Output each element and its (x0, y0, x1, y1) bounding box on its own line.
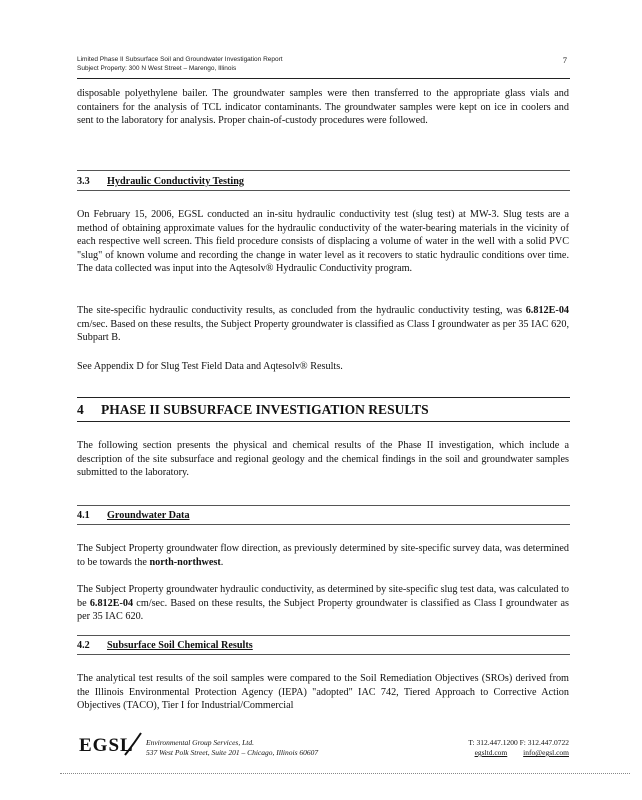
chapter-rule-bottom (77, 421, 570, 422)
email-link[interactable]: info@egsl.com (523, 748, 569, 757)
chapter-title: PHASE II SUBSURFACE INVESTIGATION RESULTS (101, 402, 429, 417)
flow-direction: north-northwest (149, 556, 221, 568)
chapter-number: 4 (77, 402, 84, 417)
groundwater-conductivity-paragraph: The Subject Property groundwater hydraulic conductivity, as determined by site-specific slug test data, was calculated to be 6.812E-04 cm/sec. Based on these results, the Subject Property groundwater is classified as Class I groundwater as per 35 IAC 620. (77, 584, 569, 622)
page-header (77, 55, 567, 73)
logo-swoosh-icon (123, 731, 143, 757)
section-number: 4.2 (77, 640, 90, 651)
section-number: 4.1 (77, 510, 90, 521)
conductivity-value: 6.812E-04 (89, 597, 134, 609)
page-number: 7 (562, 55, 567, 65)
page-footer (77, 735, 569, 765)
section-rule-top (77, 635, 570, 636)
slug-test-paragraph: On February 15, 2006, EGSL conducted an in-situ hydraulic conductivity test (slug test) at MW-3. Slug tests are a method of obtaining approximate values for the hydraulic conductivity of the water-bearing materials in the vicinity of each respective well screen. This field procedure consists of displacing a volume of water in the well with a solid PVC "slug" of known volume and recording the change in water level as it recovers to static hydraulic conditions over time. The data collected was input into the Aqtesolv® Hydraulic Conductivity program. (77, 209, 569, 274)
header-subject-property: Subject Property: 300 N West Street – Marengo, Illinois (77, 65, 237, 72)
website-link[interactable]: egsltd.com (474, 748, 508, 757)
conductivity-value: 6.812E-04 (525, 305, 569, 316)
section-rule-bottom (77, 524, 570, 525)
section-title: Groundwater Data (107, 510, 190, 521)
section-4-intro: The following section presents the physical and chemical results of the Phase II investigation, which include a description of the site subsurface and regional geology and the chemical findings in the soil and groundwater samples submitted to the laboratory. (77, 440, 569, 478)
flow-direction-paragraph: The Subject Property groundwater flow direction, as previously determined by site-specific survey data, was determined to be towards the north-northwest. (77, 543, 569, 568)
section-title: Subsurface Soil Chemical Results (107, 640, 253, 651)
header-report-title: Limited Phase II Subsurface Soil and Groundwater Investigation Report (77, 56, 283, 63)
section-rule-bottom (77, 654, 570, 655)
section-title: Hydraulic Conductivity Testing (107, 176, 244, 187)
section-number: 3.3 (77, 176, 90, 187)
hydraulic-results-paragraph: The site-specific hydraulic conductivity results, as concluded from the hydraulic conductivity testing, was 6.812E-04 cm/sec. Based on these results, the Subject Property groundwater is classified as Class I groundwater as per 35 IAC 620, Subpart B. (77, 305, 569, 343)
section-3-3-heading (77, 176, 244, 187)
footer-company-block (146, 738, 318, 758)
section-rule-top (77, 505, 570, 506)
section-rule-bottom (77, 190, 570, 191)
phone-fax: T: 312.447.1200 F: 312.447.0722 (468, 738, 569, 747)
egsl-logo: EGSL (79, 735, 134, 756)
soil-results-paragraph: The analytical test results of the soil samples were compared to the Soil Remediation Objectives (SROs) derived from the Illinois Environmental Protection Agency (IEPA) "adopted" IAC 742, Tiered Approach to Corrective Action Objectives (TACO), Tier I for Industrial/Commercial (77, 673, 569, 711)
section-rule-top (77, 170, 570, 171)
section-4-2-heading (77, 640, 253, 651)
chapter-rule-top (77, 397, 570, 398)
scan-edge-dots (60, 773, 630, 774)
section-4-1-heading (77, 510, 190, 521)
footer-contact-block (461, 738, 569, 758)
header-rule (77, 78, 570, 79)
company-address: 537 West Polk Street, Suite 201 – Chicago, Illinois 60607 (146, 748, 319, 757)
section-4-heading (77, 402, 429, 418)
appendix-reference: See Appendix D for Slug Test Field Data and Aqtesolv® Results. (77, 361, 343, 372)
company-name: Environmental Group Services, Ltd. (146, 738, 254, 747)
intro-paragraph: disposable polyethylene bailer. The groundwater samples were then transferred to the appropriate glass vials and containers for the analysis of TCL indicator contaminants. The groundwater samples were kept on ice in coolers and sent to the laboratory for analysis. Proper chain-of-custody procedures were followed. (77, 88, 569, 126)
